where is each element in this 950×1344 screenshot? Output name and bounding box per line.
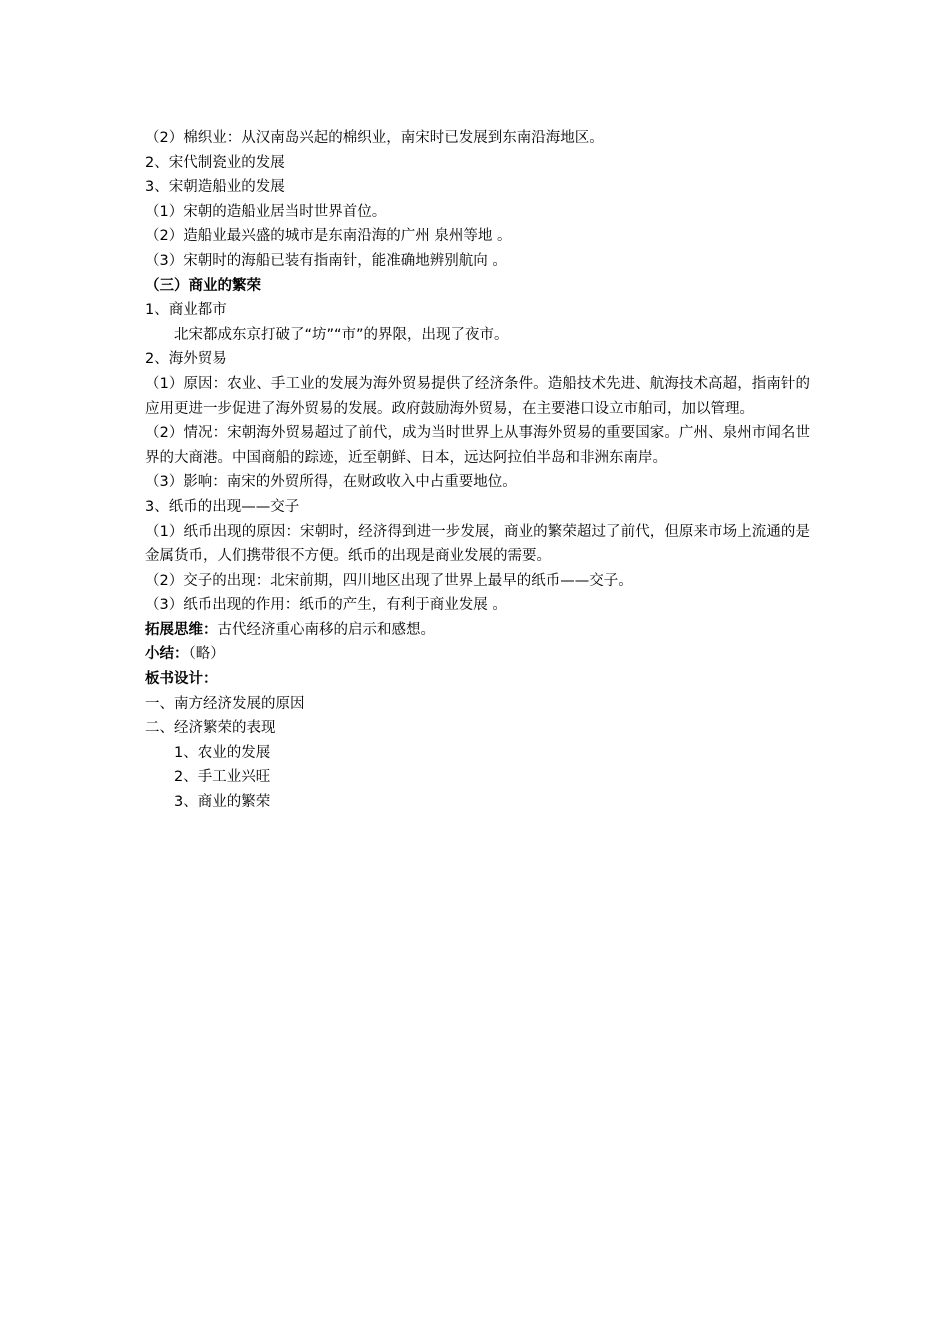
text-line: 北宋都成东京打破了“坊”“市”的界限，出现了夜市。 (174, 326, 509, 343)
summary-text: （略） (188, 646, 225, 663)
summary-label: 小结： (145, 646, 189, 663)
board-label: 板书设计： (145, 671, 218, 688)
text-line: （3）纸币出现的作用：纸币的产生，有利于商业发展 。 (145, 597, 507, 614)
section-title: （三）商业的繁荣 (145, 277, 261, 294)
extension-line (145, 618, 810, 643)
board-subitem: 2、手工业兴旺 (174, 769, 271, 786)
extension-label: 拓展思维： (145, 621, 218, 638)
section-heading: 3、纸币的出现——交子 (145, 498, 300, 515)
board-item: 二、经济繁荣的表现 (145, 720, 276, 737)
paragraph: （2）情况：宋朝海外贸易超过了前代，成为当时世界上从事海外贸易的重要国家。广州、泉州市闻名世界的大商港。中国商船的踪迹，近至朝鲜、日本，远达阿拉伯半岛和非洲东南岸。 (145, 425, 810, 466)
text-line: （2）交子的出现：北宋前期，四川地区出现了世界上最早的纸币——交子。 (145, 572, 633, 589)
board-subitem: 3、商业的繁荣 (174, 794, 271, 811)
extension-text: 古代经济重心南移的启示和感想。 (217, 621, 435, 638)
board-subitem: 1、农业的发展 (174, 744, 271, 761)
section-heading: 2、宋代制瓷业的发展 (145, 154, 285, 171)
summary-line (145, 642, 810, 667)
section-heading: 1、商业都市 (145, 302, 227, 319)
board-item: 一、南方经济发展的原因 (145, 695, 305, 712)
paragraph: （1）纸币出现的原因：宋朝时，经济得到进一步发展，商业的繁荣超过了前代，但原来市场上流通的是金属货币，人们携带很不方便。纸币的出现是商业发展的需要。 (145, 523, 810, 565)
section-heading: 3、宋朝造船业的发展 (145, 179, 285, 196)
text-line: （1）宋朝的造船业居当时世界首位。 (145, 203, 387, 220)
text-line: （2）造船业最兴盛的城市是东南沿海的广州 泉州等地 。 (145, 228, 512, 245)
paragraph: （1）原因：农业、手工业的发展为海外贸易提供了经济条件。造船技术先进、航海技术高超，指南针的应用更进一步促进了海外贸易的发展。政府鼓励海外贸易，在主要港口设立市舶司，加以管理。 (145, 375, 810, 417)
text-line: （2）棉织业：从汉南岛兴起的棉织业，南宋时已发展到东南沿海地区。 (145, 130, 604, 146)
text-line: （3）影响：南宋的外贸所得，在财政收入中占重要地位。 (145, 474, 517, 491)
document-body (145, 126, 810, 815)
text-line: （3）宋朝时的海船已装有指南针，能准确地辨别航向 。 (145, 252, 507, 269)
section-heading: 2、海外贸易 (145, 351, 227, 368)
